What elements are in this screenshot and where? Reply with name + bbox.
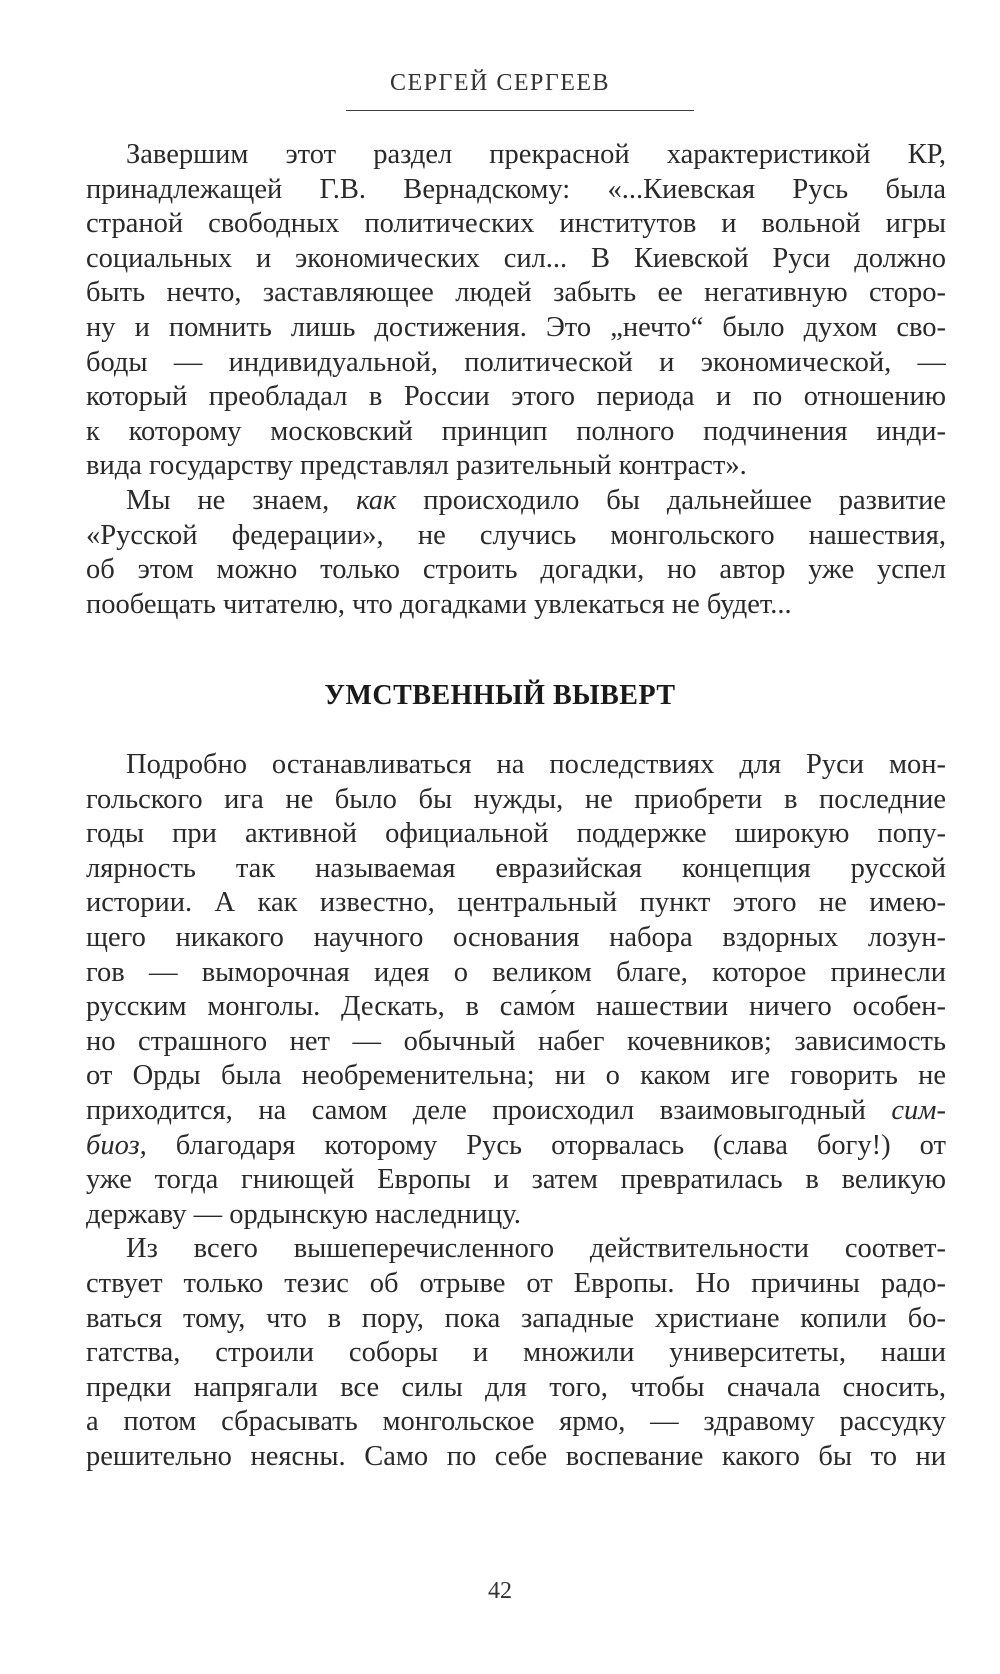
running-head-rule	[346, 110, 694, 111]
italic-run: сим-	[891, 1094, 946, 1126]
text-line: к которому московский принцип полного подчинения инди-	[86, 415, 946, 447]
paragraph-2	[86, 484, 946, 622]
text-line: гольского ига не было бы нужды, не приобрети в последние	[86, 783, 946, 815]
text-line: истории. А как известно, центральный пункт этого не имею-	[86, 887, 946, 919]
text-line	[86, 1129, 946, 1164]
text-line: социальных и экономических сил... В Киевской Руси должно	[86, 242, 946, 274]
text-line: а потом сбрасывать монгольское ярмо, — здравому рассудку	[86, 1406, 946, 1438]
text-line: боды — индивидуальной, политической и экономической, —	[86, 346, 946, 378]
text-line: Подробно останавливаться на последствиях для Руси мон-	[126, 749, 946, 780]
text-line: пообещать читателю, что догадками увлекаться не будет...	[86, 588, 792, 620]
paragraph-4	[86, 1232, 946, 1474]
text-line: от Орды была необременительна; ни о каком иге говорить не	[86, 1060, 946, 1092]
text-line: лярность так называемая евразийская концепция русской	[86, 852, 946, 884]
text-run: Мы не знаем,	[126, 484, 357, 516]
text-line: Завершим этот раздел прекрасной характеристикой КР,	[126, 139, 946, 170]
text-line: державу — ордынскую наследницу.	[86, 1198, 521, 1230]
text-block-bottom	[86, 748, 946, 1474]
text-line: гов — выморочная идея о великом благе, которое принесли	[86, 956, 946, 988]
italic-run: биоз,	[86, 1129, 147, 1161]
text-line: «Русской федерации», не случись монгольского нашествия,	[86, 519, 946, 551]
text-line: русским монголы. Дескать, в само́м нашествии ничего особен-	[86, 991, 946, 1023]
text-line: принадлежащей Г.В. Вернадскому: «...Киевская Русь была	[86, 173, 946, 205]
text-line: быть нечто, заставляющее людей забыть ее негативную сторо-	[86, 277, 946, 309]
text-line: уже тогда гниющей Европы и затем превратилась в великую	[86, 1164, 946, 1196]
text-line: решительно неясны. Само по себе воспевание какого бы то ни	[86, 1440, 946, 1472]
text-block-top	[86, 138, 946, 622]
text-line	[86, 484, 946, 519]
paragraph-1	[86, 138, 946, 484]
text-line: предки напрягали все силы для того, чтобы сначала сносить,	[86, 1371, 946, 1403]
text-run: происходило бы дальнейшее развитие	[396, 484, 946, 516]
text-line	[86, 1094, 946, 1129]
text-line: Из всего вышеперечисленного действительности соответ-	[126, 1233, 946, 1265]
italic-run: как	[356, 484, 397, 516]
running-head: СЕРГЕЙ СЕРГЕЕВ	[389, 70, 611, 96]
text-run: благодаря которому Русь оторвалась (слава богу!) от	[146, 1129, 946, 1161]
text-line: ствует только тезис об отрыве от Европы. Но причины радо-	[86, 1267, 946, 1299]
page-number: 42	[488, 1578, 512, 1604]
text-line: годы при активной официальной поддержке широкую попу-	[86, 818, 946, 850]
text-line: гатства, строили соборы и множили университеты, наши	[86, 1337, 946, 1369]
text-line: но страшного нет — обычный набег кочевников; зависимость	[86, 1025, 946, 1057]
text-line: об этом можно только строить догадки, но автор уже успел	[86, 554, 946, 586]
text-line: вида государству представлял разительный контраст».	[86, 450, 747, 482]
section-title: УМСТВЕННЫЙ ВЫВЕРТ	[324, 680, 676, 711]
text-line: ваться тому, что в пору, пока западные христиане копили бо-	[86, 1302, 946, 1334]
paragraph-3	[86, 748, 946, 1232]
text-line: который преобладал в России этого периода и по отношению	[86, 381, 946, 413]
text-line: ну и помнить лишь достижения. Это „нечто“ было духом сво-	[86, 311, 946, 343]
text-line: щего никакого научного основания набора вздорных лозун-	[86, 921, 946, 953]
text-run: приходится, на самом деле происходил взаимовыгодный	[86, 1094, 892, 1126]
text-line: страной свободных политических институтов и вольной игры	[86, 208, 946, 240]
